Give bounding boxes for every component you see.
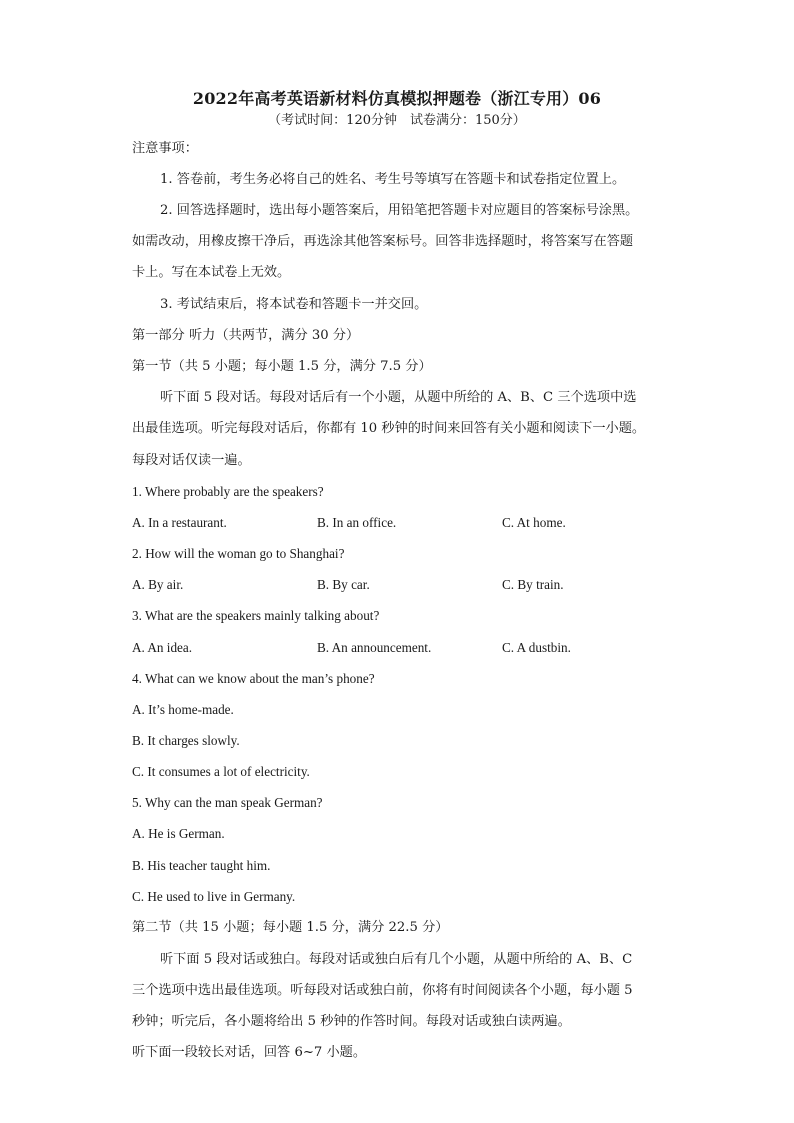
section2-heading: 第二节（共 15 小题；每小题 1.5 分，满分 22.5 分） bbox=[132, 920, 449, 935]
notice-item-1: 1. 答卷前，考生务必将自己的姓名、考生号等填写在答题卡和试卷指定位置上。 bbox=[160, 172, 626, 187]
question-4-option-c: C. It consumes a lot of electricity. bbox=[132, 764, 310, 779]
part1-heading: 第一部分 听力（共两节，满分 30 分） bbox=[132, 328, 360, 343]
question-4-option-b: B. It charges slowly. bbox=[132, 733, 240, 748]
section2-instruction-line-2: 三个选项中选出最佳选项。听每段对话或独白前，你将有时间阅读各个小题，每小题 5 bbox=[132, 983, 633, 998]
notice-heading: 注意事项： bbox=[132, 141, 198, 156]
question-3-stem: 3. What are the speakers mainly talking about? bbox=[132, 608, 380, 623]
notice-item-2-line-2: 如需改动，用橡皮擦干净后，再选涂其他答案标号。回答非选择题时，将答案写在答题 bbox=[132, 234, 634, 249]
exam-subtitle: （考试时间：120分钟 试卷满分：150分） bbox=[268, 113, 526, 128]
question-1-option-a: A. In a restaurant. bbox=[132, 515, 227, 530]
exam-title: 2022年高考英语新材料仿真模拟押题卷（浙江专用）06 bbox=[192, 89, 602, 108]
section1-instruction-line-2: 出最佳选项。听完每段对话后，你都有 10 秒钟的时间来回答有关小题和阅读下一小题。 bbox=[132, 421, 646, 436]
question-3-option-a: A. An idea. bbox=[132, 640, 193, 655]
question-2-option-c: C. By train. bbox=[502, 577, 564, 592]
question-1-stem: 1. Where probably are the speakers? bbox=[132, 484, 324, 499]
notice-item-3: 3. 考试结束后，将本试卷和答题卡一并交回。 bbox=[160, 297, 428, 312]
notice-item-2-line-1: 2. 回答选择题时，选出每小题答案后，用铅笔把答题卡对应题目的答案标号涂黑。 bbox=[160, 203, 639, 218]
question-1-option-b: B. In an office. bbox=[317, 515, 397, 530]
section1-instruction-line-3: 每段对话仅读一遍。 bbox=[132, 453, 251, 468]
question-3-option-c: C. A dustbin. bbox=[502, 640, 571, 655]
section2-instruction-line-3: 秒钟；听完后，各小题将给出 5 秒钟的作答时间。每段对话或独白读两遍。 bbox=[132, 1014, 571, 1029]
notice-item-2-line-3: 卡上。写在本试卷上无效。 bbox=[132, 265, 291, 280]
question-4-option-a: A. It’s home-made. bbox=[132, 702, 234, 717]
question-4-stem: 4. What can we know about the man’s phone? bbox=[132, 671, 375, 686]
question-2-option-a: A. By air. bbox=[132, 577, 184, 592]
question-5-option-a: A. He is German. bbox=[132, 826, 225, 841]
section2-sub-instruction: 听下面一段较长对话，回答 6~7 小题。 bbox=[132, 1045, 367, 1060]
question-2-option-b: B. By car. bbox=[317, 577, 370, 592]
question-5-option-c: C. He used to live in Germany. bbox=[132, 889, 296, 904]
question-2-stem: 2. How will the woman go to Shanghai? bbox=[132, 546, 345, 561]
section2-instruction-line-1: 听下面 5 段对话或独白。每段对话或独白后有几个小题，从题中所给的 A、B、C bbox=[160, 952, 633, 967]
question-5-option-b: B. His teacher taught him. bbox=[132, 858, 271, 873]
section1-instruction-line-1: 听下面 5 段对话。每段对话后有一个小题，从题中所给的 A、B、C 三个选项中选 bbox=[160, 390, 637, 405]
question-3-option-b: B. An announcement. bbox=[317, 640, 432, 655]
question-5-stem: 5. Why can the man speak German? bbox=[132, 795, 323, 810]
section1-heading: 第一节（共 5 小题；每小题 1.5 分，满分 7.5 分） bbox=[132, 359, 432, 374]
question-1-option-c: C. At home. bbox=[502, 515, 566, 530]
